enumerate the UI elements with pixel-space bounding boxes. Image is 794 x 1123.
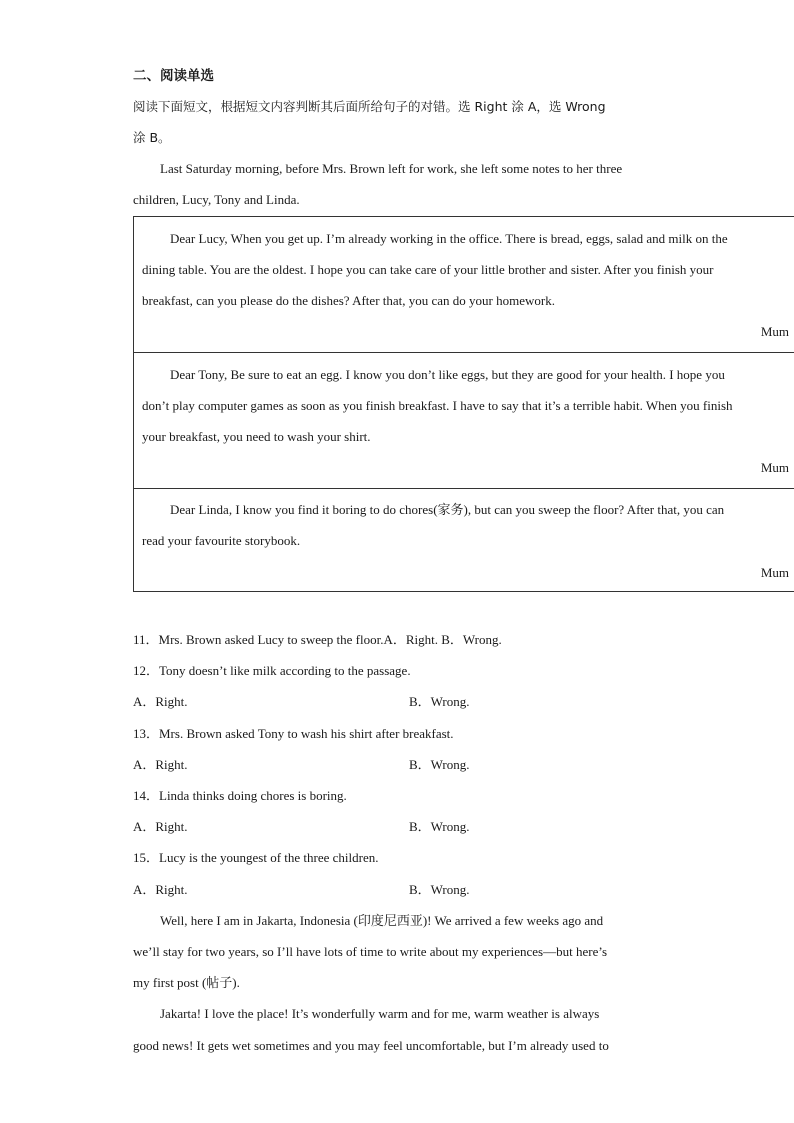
instruction-line-2: 涂 B。 bbox=[133, 130, 171, 145]
option-a[interactable]: A．Right. bbox=[133, 882, 188, 897]
passage2-line: Jakarta! I love the place! It’s wonderfully warm and for me, warm weather is always bbox=[160, 1006, 600, 1021]
note-line: Dear Tony, Be sure to eat an egg. I know you don’t like eggs, but they are good for your health. I hope you bbox=[170, 367, 725, 382]
passage2-line: good news! It gets wet sometimes and you may feel uncomfortable, but I’m already used to bbox=[133, 1038, 609, 1053]
option-a[interactable]: A．Right. bbox=[133, 757, 188, 772]
note-line: Dear Linda, I know you find it boring to do chores(家务), but can you sweep the floor? After that, you can bbox=[170, 502, 725, 517]
notes-table bbox=[133, 216, 794, 592]
option-b[interactable]: B．Wrong. bbox=[409, 882, 470, 897]
instruction-line-1: 阅读下面短文，根据短文内容判断其后面所给句子的对错。选 Right 涂 A，选 Wrong bbox=[133, 99, 606, 114]
option-b[interactable]: B．Wrong. bbox=[409, 694, 470, 709]
question-15: 15．Lucy is the youngest of the three children. bbox=[133, 850, 379, 865]
passage2-line: my first post (帖子). bbox=[133, 975, 240, 990]
note-line: your breakfast, you need to wash your shirt. bbox=[142, 429, 371, 444]
note-line: breakfast, can you please do the dishes? After that, you can do your homework. bbox=[142, 293, 555, 308]
passage2-line: Well, here I am in Jakarta, Indonesia (印度尼西亚)! We arrived a few weeks ago and bbox=[160, 913, 604, 928]
note-line: don’t play computer games as soon as you finish breakfast. I have to say that it’s a terrible habit. When you finish bbox=[142, 398, 733, 413]
note-line: Dear Lucy, When you get up. I’m already working in the office. There is bread, eggs, salad and milk on the bbox=[170, 231, 728, 246]
question-12: 12．Tony doesn’t like milk according to the passage. bbox=[133, 663, 411, 678]
intro-line-2: children, Lucy, Tony and Linda. bbox=[133, 192, 300, 207]
section-heading: 二、阅读单选 bbox=[133, 68, 214, 84]
note-divider bbox=[134, 352, 794, 353]
passage2-line: we’ll stay for two years, so I’ll have lots of time to write about my experiences—but here’s bbox=[133, 944, 608, 959]
note-signature: Mum bbox=[760, 565, 789, 580]
option-b[interactable]: B．Wrong. bbox=[409, 819, 470, 834]
note-signature: Mum bbox=[760, 460, 789, 475]
option-b[interactable]: B．Wrong. bbox=[409, 757, 470, 772]
question-13: 13．Mrs. Brown asked Tony to wash his shirt after breakfast. bbox=[133, 726, 454, 741]
option-a[interactable]: A．Right. bbox=[133, 694, 188, 709]
intro-line-1: Last Saturday morning, before Mrs. Brown left for work, she left some notes to her three bbox=[160, 161, 623, 176]
note-line: dining table. You are the oldest. I hope you can take care of your little brother and sister. After you finish your bbox=[142, 262, 714, 277]
note-line: read your favourite storybook. bbox=[142, 533, 301, 548]
note-signature: Mum bbox=[760, 324, 789, 339]
note-divider bbox=[134, 488, 794, 489]
question-14: 14．Linda thinks doing chores is boring. bbox=[133, 788, 347, 803]
option-a[interactable]: A．Right. bbox=[133, 819, 188, 834]
question-11: 11．Mrs. Brown asked Lucy to sweep the floor.A．Right. B．Wrong. bbox=[133, 632, 502, 647]
